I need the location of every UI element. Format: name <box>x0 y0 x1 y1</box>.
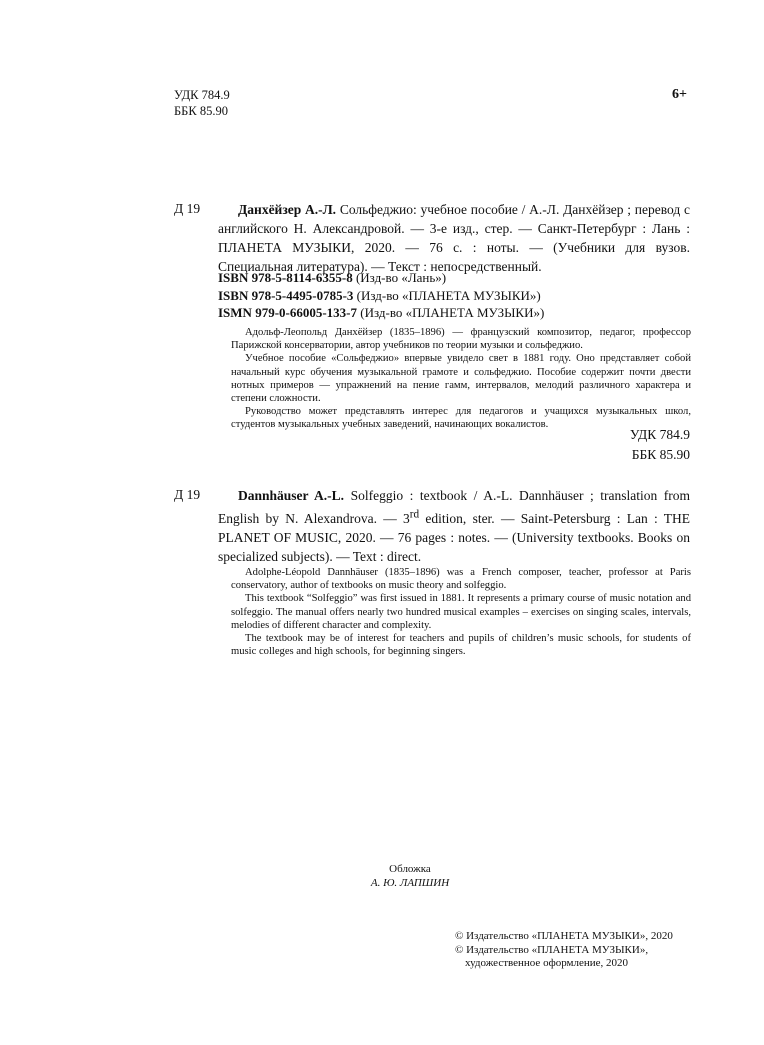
ru-author: Данхёйзер А.-Л. <box>238 202 337 217</box>
isbn-line: ISBN 978-5-4495-0785-3 (Изд-во «ПЛАНЕТА МУЗЫКИ») <box>218 287 541 303</box>
copyright-line: © Издательство «ПЛАНЕТА МУЗЫКИ», <box>455 943 649 956</box>
copyright-line: © Издательство «ПЛАНЕТА МУЗЫКИ», 2020 <box>455 930 673 942</box>
bbk-code-right: ББК 85.90 <box>631 447 690 462</box>
ru-abstract-paragraph: Учебное пособие «Сольфеджио» впервые увидело свет в 1881 году. Оно представляет собой начальный курс обучения музыкальной грамоте и сольфеджио. Пособие содержит почти двести нотных примеров — упражнений на пение гамм, интервалов, мелодий различного характера и степени сложности. <box>231 353 691 405</box>
ru-entry-text: Сольфеджио: учебное пособие / А.-Л. Данхёйзер ; перевод с английского Н. Александровой. — 3-е изд., стер. — Санкт-Петербург : Лань : ПЛАНЕТА МУЗЫКИ, 2020. — 76 с. : ноты. — (Учебники для вузов. Специальная литература). — Текст : непосредственный. <box>218 202 690 274</box>
copyright-line: художественное оформление, 2020 <box>465 957 629 969</box>
ismn-line: ISMN 979-0-66005-133-7 (Изд-во «ПЛАНЕТА МУЗЫКИ») <box>218 305 545 320</box>
en-abstract-paragraph: This textbook “Solfeggio” was first issued in 1881. It represents a primary course of music notation and solfeggio. The manual offers nearly two hundred musical examples – exercises on singing scales, intervals, melodies of different character and complexity. <box>231 593 691 631</box>
copyright-block <box>455 930 673 971</box>
en-author: Dannhäuser A.-L. <box>238 488 345 503</box>
bbk-code: ББК 85.90 <box>174 104 228 118</box>
ru-abstract-paragraph: Адольф-Леопольд Данхёйзер (1835–1896) — французский композитор, педагог, профессор Парижской консерватории, автор учебников по теории музыки и сольфеджио. <box>231 327 691 352</box>
cover-credit <box>300 862 520 890</box>
en-bibliographic-entry <box>218 486 690 566</box>
isbn-block <box>218 269 544 322</box>
ru-catalog-code: Д 19 <box>174 201 201 216</box>
age-rating: 6+ <box>672 87 687 102</box>
en-entry-text: Solfeggio : textbook / A.-L. Dannhäuser ; translation from English by N. Alexandrova. — 3rd edition, ster. — Saint-Petersburg : Lan : THE PLANET OF MUSIC, 2020. — 76 pages : notes. — (University textbooks. Books on specialized subjects). — Text : direct. <box>218 488 690 564</box>
ru-abstract <box>231 326 691 432</box>
en-abstract <box>231 566 691 658</box>
en-catalog-code: Д 19 <box>174 487 201 502</box>
cover-label: Обложка <box>389 863 431 875</box>
ru-abstract-paragraph: Руководство может представлять интерес для педагогов и учащихся музыкальных школ, студентов музыкальных учебных заведений, начинающих вокалистов. <box>231 406 691 431</box>
en-abstract-paragraph: Adolphe-Léopold Dannhäuser (1835–1896) was a French composer, teacher, professor at Paris conservatory, author of textbooks on music theory and solfeggio. <box>231 567 691 592</box>
cover-artist: А. Ю. ЛАПШИН <box>370 877 450 889</box>
udk-code: УДК 784.9 <box>174 88 230 102</box>
isbn-line: ISBN 978-5-8114-6355-8 (Изд-во «Лань») <box>218 270 447 285</box>
udk-code-right: УДК 784.9 <box>629 427 690 442</box>
top-codes <box>174 87 230 119</box>
codes-right <box>600 425 690 465</box>
en-abstract-paragraph: The textbook may be of interest for teachers and pupils of children’s music schools, for students of music colleges and high schools, for beginning singers. <box>231 633 691 658</box>
ru-bibliographic-entry <box>218 200 690 276</box>
